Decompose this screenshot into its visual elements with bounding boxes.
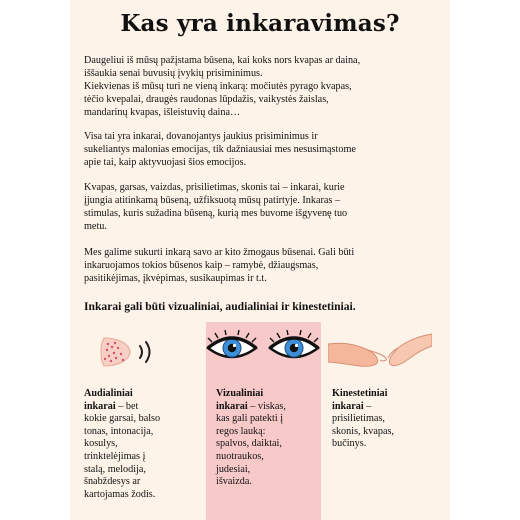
intro-line: Kiekvienas iš mūsų turi ne vieną inkarą: močiutės pyrago kvapas,	[84, 81, 352, 92]
audial-anchors-text	[84, 388, 199, 501]
anchor-types-tagline: Inkarai gali būti vizualiniai, audialiniai ir kinestetiniai.	[84, 300, 356, 313]
audial-line: tonas, intonacija,	[84, 425, 154, 437]
kinesthetic-line: skonis, kvapas,	[332, 425, 394, 437]
left-eye-icon	[208, 330, 256, 357]
intro-paragraph	[84, 54, 438, 119]
paragraph-line: inkaruojamos tokios būsenos kaip – ramybė, džiaugsmas,	[84, 260, 319, 271]
paragraph-create-anchor	[84, 246, 438, 285]
paragraph-line: Mes galime sukurti inkarą savo ar kito žmogaus būsenai. Gali būti	[84, 247, 355, 258]
intro-line: tėčio kvepalai, draugės raudonas lūpdažis, vaikystės žaislas,	[84, 94, 329, 105]
visual-line: spalvos, daiktai,	[216, 438, 282, 450]
paragraph-anchor-definition	[84, 181, 438, 233]
audial-line: kartojamas žodis.	[84, 488, 156, 500]
paragraph-line: Visa tai yra inkarai, dovanojantys jaukius prisiminimus ir	[84, 131, 318, 142]
visual-line: kas gali patekti į	[216, 413, 284, 425]
right-eye-icon	[270, 330, 318, 357]
intro-line: Daugeliui iš mūsų pažįstama būsena, kai koks nors kvapas ar daina,	[84, 55, 361, 66]
visual-anchors-text	[216, 388, 320, 489]
visual-heading-line: Vizualiniai	[216, 388, 264, 399]
kinesthetic-line: prisilietimas,	[332, 413, 385, 425]
visual-line: išvaizda.	[216, 476, 252, 488]
kinesthetic-anchors-text	[332, 388, 442, 451]
kinesthetic-heading-line: Kinestetiniai	[332, 388, 388, 399]
visual-line: nuotraukos,	[216, 450, 264, 462]
paragraph-line: Kvapas, garsas, vaizdas, prisilietimas, skonis tai – inkarai, kurie	[84, 182, 345, 193]
paragraph-line: metu.	[84, 221, 107, 232]
document-page	[70, 0, 450, 520]
kinesthetic-line: bučinys.	[332, 438, 367, 450]
paragraph-anchors-gift	[84, 130, 438, 169]
audial-line: trinktelėjimas į	[84, 450, 146, 462]
visual-line: – viskas,	[247, 400, 286, 412]
audial-line: kosulys,	[84, 438, 118, 450]
paragraph-line: pasitikėjimas, įkvėpimas, susikaupimas ir t.t.	[84, 273, 267, 284]
paragraph-line: apie tai, kaip aktyvuojasi šios emocijos.	[84, 157, 247, 168]
audial-line: stalą, melodija,	[84, 463, 146, 475]
eyes-icon	[204, 330, 324, 366]
audial-line: šnabždesys ar	[84, 476, 141, 488]
page-title: Kas yra inkaravimas?	[120, 10, 400, 37]
touching-hands-icon	[328, 330, 432, 374]
audial-line: kokie garsai, balso	[84, 413, 161, 425]
visual-line: judesiai,	[216, 463, 251, 475]
paragraph-line: stimulas, kuris sužadina būseną, kurią mes buvome išgyvenę tuo	[84, 208, 348, 219]
audial-heading-line: inkarai	[84, 400, 116, 412]
intro-line: iššaukia senai buvusių įvykių prisiminimus.	[84, 68, 263, 79]
audial-heading-line: Audialiniai	[84, 388, 133, 399]
intro-line: mandarinų kvapas, išleistuvių daina…	[84, 107, 241, 118]
ear-sound-icon	[96, 334, 158, 370]
paragraph-line: įjungia atitinkamą būseną, užfiksuotą mūsų patirtyje. Inkaras –	[84, 195, 341, 206]
visual-heading-line: inkarai	[216, 400, 248, 412]
audial-line: – bet	[115, 400, 139, 412]
kinesthetic-line: –	[363, 400, 372, 412]
visual-line: regos lauką:	[216, 425, 266, 437]
paragraph-line: sukeliantys malonias emocijas, tik dažniausiai mes nesusimąstome	[84, 144, 356, 155]
kinesthetic-heading-line: inkarai	[332, 400, 364, 412]
